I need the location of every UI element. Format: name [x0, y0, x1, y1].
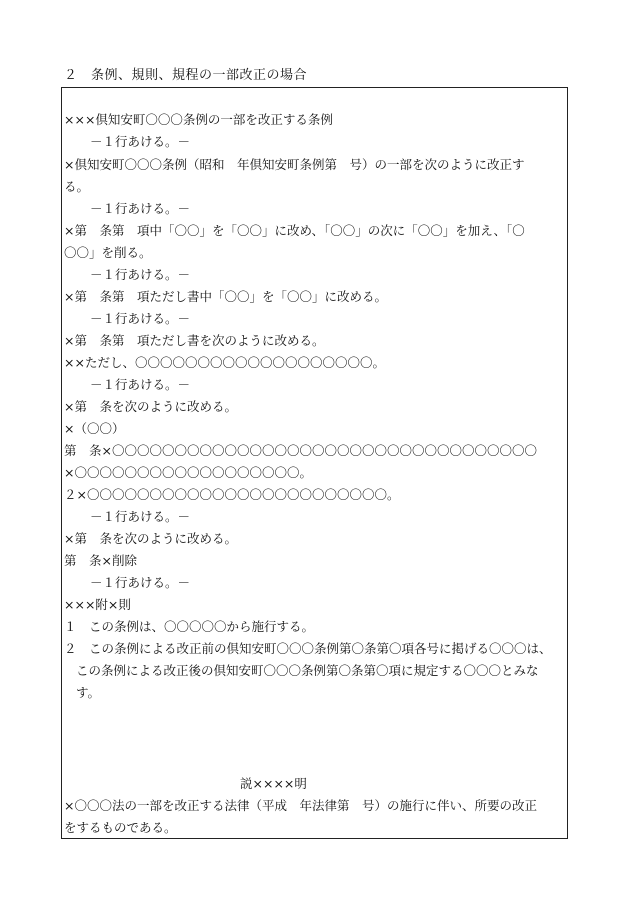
amendment-2: ×第 条第 項ただし書中「〇〇」を「〇〇」に改める。: [64, 289, 387, 304]
amendment-3: ×第 条第 項ただし書を次のように改める。: [64, 333, 325, 348]
amendment-5: ×第 条を次のように改める。: [64, 531, 237, 546]
blank-line-note: －１行あける。－: [90, 377, 191, 392]
blank-line-note: －１行あける。－: [90, 575, 191, 590]
blank-line-note: －１行あける。－: [90, 509, 191, 524]
article-body-line-2: ×〇〇〇〇〇〇〇〇〇〇〇〇〇〇〇〇〇〇。: [64, 465, 312, 480]
revision-statement-line-2: る。: [64, 179, 90, 194]
amendment-1-line-2: 〇〇」を削る。: [64, 245, 152, 260]
blank-line-note: －１行あける。－: [90, 311, 191, 326]
explanation-line-2: をするものである。: [64, 820, 177, 835]
supplementary-item-2-line-1: ２ この条例による改正前の倶知安町〇〇〇条例第〇条第〇項各号に掲げる〇〇〇は、: [64, 641, 552, 656]
revision-statement-line-1: ×倶知安町〇〇〇条例（昭和 年倶知安町条例第 号）の一部を次のように改正す: [64, 157, 525, 172]
supplementary-provisions-heading: ×××附×則: [64, 597, 131, 612]
article-deleted: 第 条×削除: [64, 553, 137, 568]
supplementary-item-1: １ この条例は、〇〇〇〇〇から施行する。: [64, 619, 315, 634]
blank-line-note: －１行あける。－: [90, 201, 191, 216]
article-paragraph-2: ２×〇〇〇〇〇〇〇〇〇〇〇〇〇〇〇〇〇〇〇〇〇〇〇〇。: [64, 487, 400, 502]
article-caption: ×（〇〇）: [64, 421, 125, 436]
explanation-line-1: ×〇〇〇法の一部を改正する法律（平成 年法律第 号）の施行に伴い、所要の改正: [64, 798, 537, 813]
document-frame: [61, 87, 568, 839]
supplementary-item-2-line-2: この条例による改正後の倶知安町〇〇〇条例第〇条第〇項に規定する〇〇〇とみな: [76, 663, 539, 678]
article-body-line-1: 第 条×〇〇〇〇〇〇〇〇〇〇〇〇〇〇〇〇〇〇〇〇〇〇〇〇〇〇〇〇〇〇〇〇〇〇: [64, 443, 537, 458]
amendment-1-line-1: ×第 条第 項中「〇〇」を「〇〇」に改め、「〇〇」の次に「〇〇」を加え、「〇: [64, 223, 525, 238]
blank-line-note: －１行あける。－: [90, 134, 191, 149]
amendment-4: ×第 条を次のように改める。: [64, 399, 237, 414]
ordinance-title: ×××倶知安町〇〇〇条例の一部を改正する条例: [64, 112, 333, 127]
supplementary-item-2-line-3: す。: [76, 685, 101, 700]
section-heading: ２ 条例、規則、規程の一部改正の場合: [64, 68, 308, 83]
blank-line-note: －１行あける。－: [90, 267, 191, 282]
explanation-heading: 説××××明: [240, 776, 307, 791]
proviso-text: ××ただし、〇〇〇〇〇〇〇〇〇〇〇〇〇〇〇〇〇〇〇。: [64, 355, 385, 370]
